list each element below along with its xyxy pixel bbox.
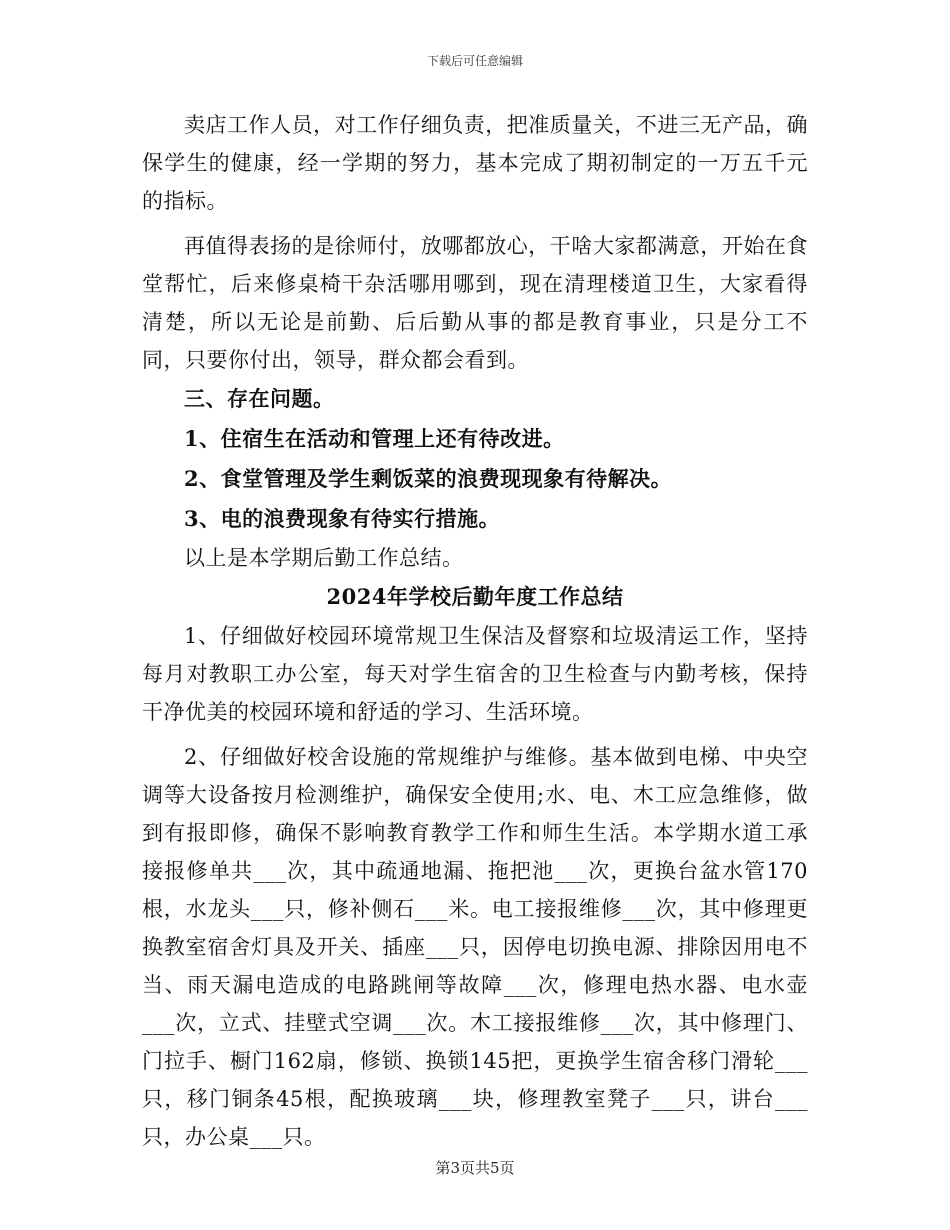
page-header-note: 下载后可任意编辑 [426,54,523,68]
problem-item-2: 2、食堂管理及学生剩饭菜的浪费现现象有待解决。 [184,466,673,491]
section-heading-problems: 三、存在问题。 [184,386,335,411]
paragraph-shop-staff: 卖店工作人员，对工作仔细负责，把准质量关，不进三无产品，确保学生的健康，经一学期的努力，基本完成了期初制定的一万五千元的指标。 [142,113,808,213]
paragraph-praise-xu: 再值得表扬的是徐师付，放哪都放心，干啥大家都满意，开始在食堂帮忙，后来修桌椅干杂活哪用哪到，现在清理楼道卫生，大家看得清楚，所以无论是前勤、后后勤从事的都是教育事业，只是分工不同，只要你付出，领导，群众都会看到。 [142,234,808,372]
page-number: 第3页共5页 [435,1159,515,1177]
problem-item-3: 3、电的浪费现象有待实行措施。 [184,506,501,531]
document-body [142,106,808,1156]
paragraph-item-1: 1、仔细做好校园环境常规卫生保洁及督察和垃圾清运工作，坚持每月对教职工办公室，每天对学生宿舍的卫生检查与内勤考核，保持干净优美的校园环境和舒适的学习、生活环境。 [142,624,808,724]
document-title-2024: 2024年学校后勤年度工作总结 [326,584,624,609]
paragraph-item-2: 2、仔细做好校舍设施的常规维护与维修。基本做到电梯、中央空调等大设备按月检测维护，确保安全使用;水、电、木工应急维修，做到有报即修，确保不影响教育教学工作和师生生活。本学期水道工承接报修单共___次，其中疏通地漏、拖把池___次，更换台盆水管170根，水龙头___只，修补侧石___米。电工接报维修___次，其中修理更换教室宿舍灯具及开关、插座___只，因停电切换电源、排除因用电不当、雨天漏电造成的电路跳闸等故障___次，修理电热水器、电水壶___次，立式、挂壁式空调___次。木工接报维修___次，其中修理门、门拉手、橱门162扇，修锁、换锁145把，更换学生宿舍移门滑轮___只，移门铜条45根，配换玻璃___块，修理教室凳子___只，讲台___只，办公桌___只。 [142,745,808,1149]
problem-item-1: 1、住宿生在活动和管理上还有待改进。 [184,426,565,451]
paragraph-summary-end: 以上是本学期后勤工作总结。 [184,546,464,570]
